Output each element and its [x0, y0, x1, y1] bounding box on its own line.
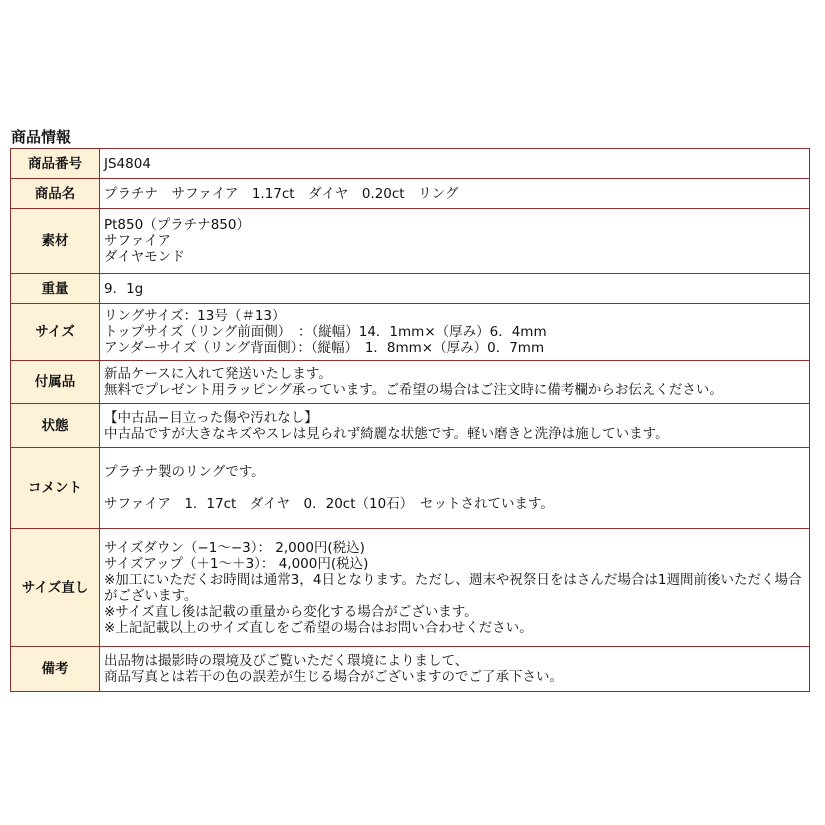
resize-line: サイズアップ（＋1〜＋3）： 4,000円(税込): [104, 555, 369, 572]
row-weight: [11, 274, 810, 304]
product-info-table: [10, 148, 810, 692]
value-product-number: [100, 149, 810, 179]
value-weight: [100, 274, 810, 304]
row-comment: [11, 448, 810, 529]
label-accessories: 付属品: [11, 361, 100, 404]
material-line: ダイヤモンド: [104, 249, 185, 265]
label-size: サイズ: [11, 304, 100, 361]
remarks-line: 出品物は撮影時の環境及びご覧いただく環境によりまして、: [104, 653, 469, 669]
label-weight: 重量: [11, 274, 100, 304]
section-title: 商品情報: [11, 128, 72, 146]
size-line: トップサイズ（リング前面側） ：（縦幅）14．1mm×（厚み）6．4mm: [104, 324, 547, 340]
row-material: [11, 209, 810, 274]
comment-line: サファイア 1．17ct ダイヤ 0．20ct（10石） セットされています。: [104, 496, 554, 512]
value-remarks: [100, 647, 810, 692]
label-comment: コメント: [11, 448, 100, 529]
size-line: アンダーサイズ（リング背面側）：（縦幅） 1．8mm×（厚み）0．7mm: [104, 340, 545, 356]
label-product-name: 商品名: [11, 179, 100, 209]
size-line: リングサイズ：13号（＃13）: [104, 308, 286, 324]
value-material: [100, 209, 810, 274]
label-resize: サイズ直し: [11, 529, 100, 647]
row-resize: [11, 529, 810, 647]
remarks-line: 商品写真とは若干の色の誤差が生じる場合がございますのでご了承下さい。: [104, 669, 563, 685]
resize-note: ※上記記載以上のサイズ直しをご希望の場合はお問い合わせください。: [104, 619, 533, 636]
value-condition: [100, 404, 810, 448]
material-line: Pt850（プラチナ850）: [104, 217, 250, 233]
row-product-name: [11, 179, 810, 209]
value-size: [100, 304, 810, 361]
comment-line: プラチナ製のリングです。: [104, 464, 265, 480]
material-line: サファイア: [104, 233, 171, 249]
row-product-number: [11, 149, 810, 179]
condition-line: 中古品ですが大きなキズやスレは見られず綺麗な状態です。軽い磨きと洗浄は施しています。: [104, 425, 669, 442]
row-size: [11, 304, 810, 361]
resize-line: サイズダウン（−1〜−3）： 2,000円(税込): [104, 539, 365, 556]
condition-line: 【中古品−目立った傷や汚れなし】: [104, 409, 318, 426]
resize-note: ※加工にいただくお時間は通常3，4日となります。ただし、週末や祝祭日をはさんだ場合は1週間前後いただく場合がございます。: [104, 571, 802, 604]
label-material: 素材: [11, 209, 100, 274]
accessories-line: 無料でプレゼント用ラッピング承っています。ご希望の場合はご注文時に備考欄からお伝えください。: [104, 382, 723, 398]
value-comment: [100, 448, 810, 529]
label-condition: 状態: [11, 404, 100, 448]
weight-text: 9．1g: [104, 280, 144, 297]
value-resize: [100, 529, 810, 647]
label-product-number: 商品番号: [11, 149, 100, 179]
resize-note: ※サイズ直し後は記載の重量から変化する場合がございます。: [104, 603, 478, 620]
row-accessories: [11, 361, 810, 404]
value-accessories: [100, 361, 810, 404]
value-product-name: [100, 179, 810, 209]
label-remarks: 備考: [11, 647, 100, 692]
row-condition: [11, 404, 810, 448]
product-name-text: プラチナ サファイア 1.17ct ダイヤ 0.20ct リング: [104, 185, 459, 202]
comment-spacer: [104, 480, 805, 496]
accessories-line: 新品ケースに入れて発送いたします。: [104, 366, 332, 382]
product-number-text: JS4804: [104, 155, 151, 172]
row-remarks: [11, 647, 810, 692]
